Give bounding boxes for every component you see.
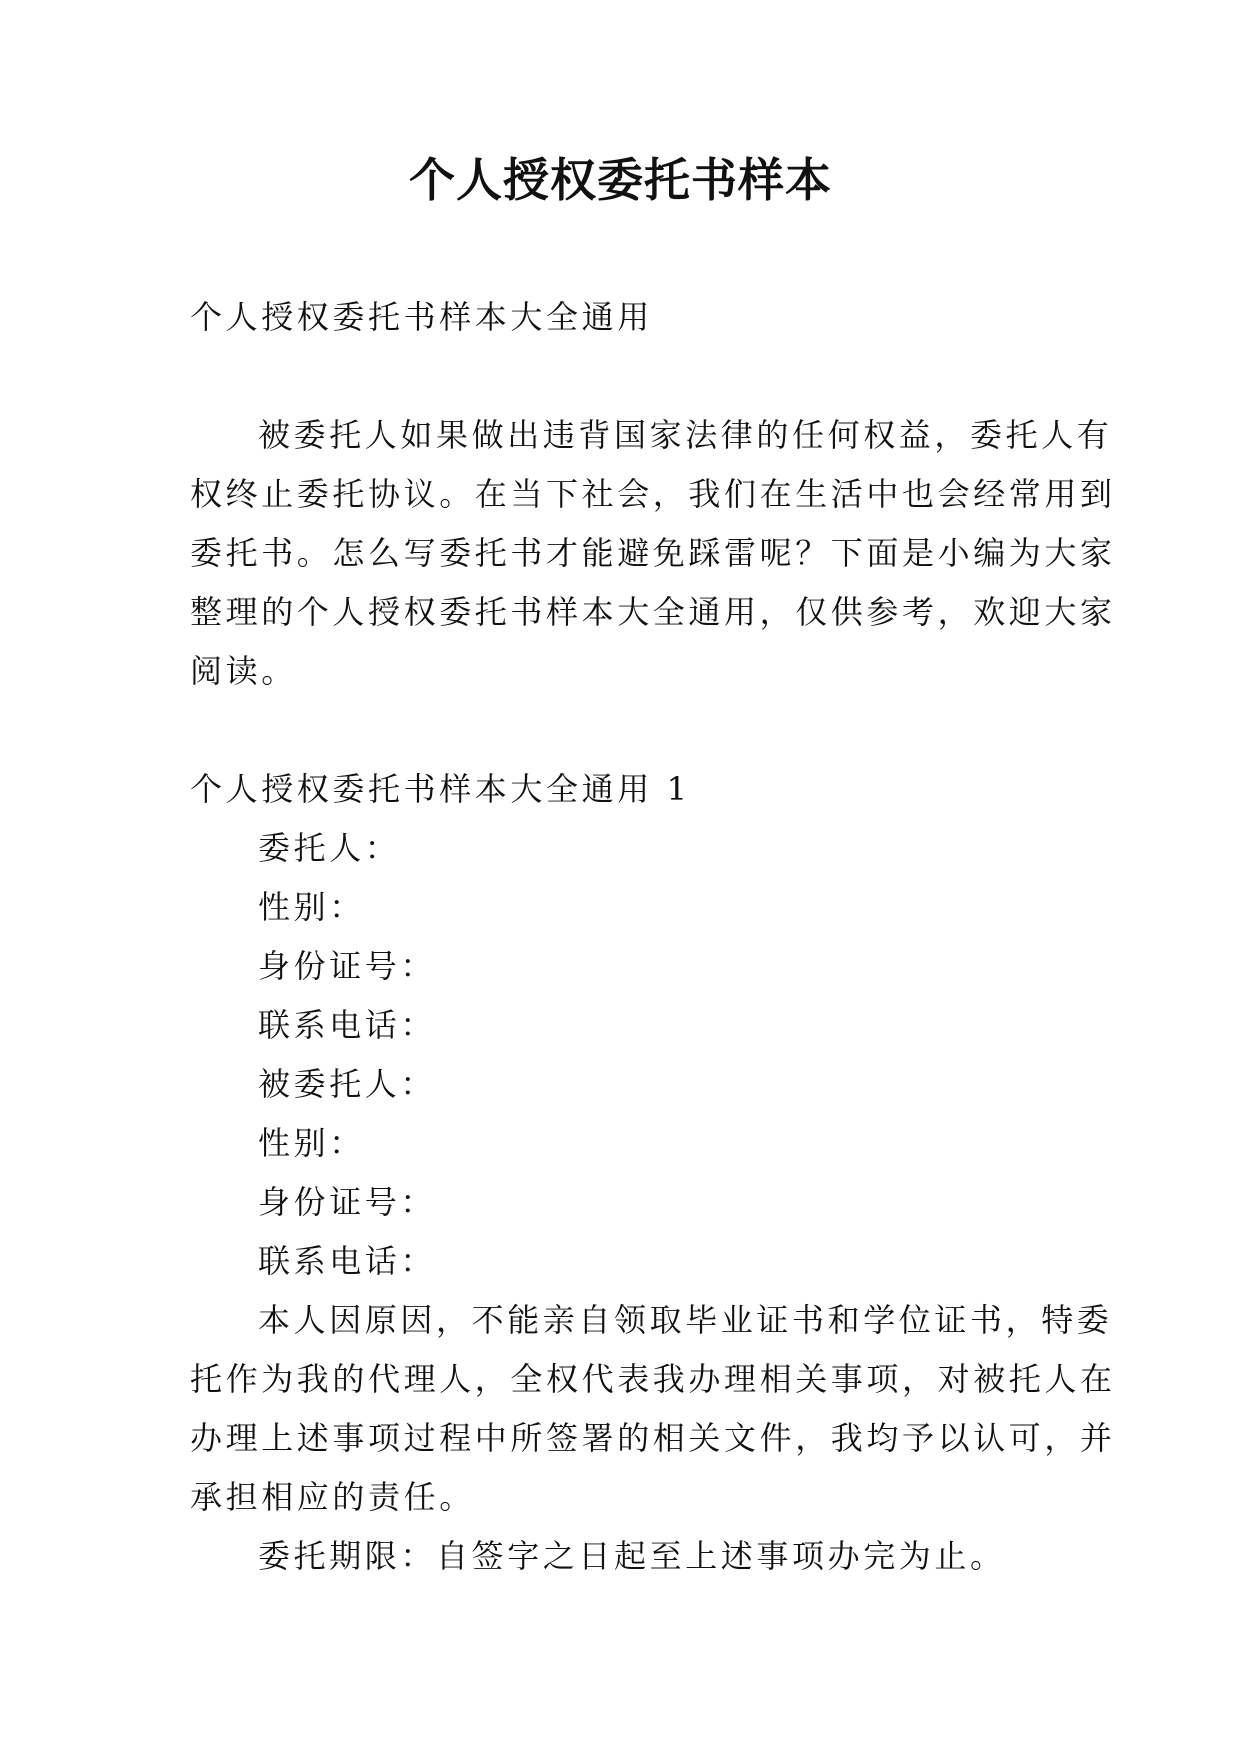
field-principal: 委托人： bbox=[258, 829, 401, 867]
spacer bbox=[190, 701, 1060, 760]
intro-line: 被委托人如果做出违背国家法律的任何权益，委托人有 bbox=[258, 416, 1113, 454]
intro-line: 阅读。 bbox=[190, 652, 297, 690]
intro-line: 委托书。怎么写委托书才能避免踩雷呢？下面是小编为大家 bbox=[190, 534, 1116, 572]
body-line: 承担相应的责任。 bbox=[190, 1478, 475, 1516]
body-line: 本人因原因，不能亲自领取毕业证书和学位证书，特委 bbox=[258, 1301, 1113, 1339]
section-heading: 个人授权委托书样本大全通用 1 bbox=[190, 770, 691, 808]
field-principal-phone: 联系电话： bbox=[258, 1006, 437, 1044]
field-list bbox=[190, 819, 1060, 1291]
field-principal-id: 身份证号： bbox=[258, 947, 437, 985]
field-agent-id: 身份证号： bbox=[258, 1183, 437, 1221]
field-agent-phone: 联系电话： bbox=[258, 1242, 437, 1280]
intro-line: 权终止委托协议。在当下社会，我们在生活中也会经常用到 bbox=[190, 475, 1116, 513]
intro-line: 整理的个人授权委托书样本大全通用，仅供参考，欢迎大家 bbox=[190, 593, 1116, 631]
spacer bbox=[190, 347, 1060, 406]
term-line: 委托期限：自签字之日起至上述事项办完为止。 bbox=[258, 1537, 1006, 1575]
field-agent: 被委托人： bbox=[258, 1065, 437, 1103]
body-line: 托作为我的代理人，全权代表我办理相关事项，对被托人在 bbox=[190, 1360, 1116, 1398]
document-body bbox=[190, 288, 1116, 1586]
body-line: 办理上述事项过程中所签署的相关文件，我均予以认可，并 bbox=[190, 1419, 1116, 1457]
document-subtitle: 个人授权委托书样本大全通用 bbox=[190, 298, 653, 336]
field-principal-gender: 性别： bbox=[258, 888, 365, 926]
authorization-paragraph bbox=[190, 1291, 1116, 1527]
document-title: 个人授权委托书样本 bbox=[409, 153, 832, 207]
intro-paragraph bbox=[190, 406, 1116, 701]
field-agent-gender: 性别： bbox=[258, 1124, 365, 1162]
